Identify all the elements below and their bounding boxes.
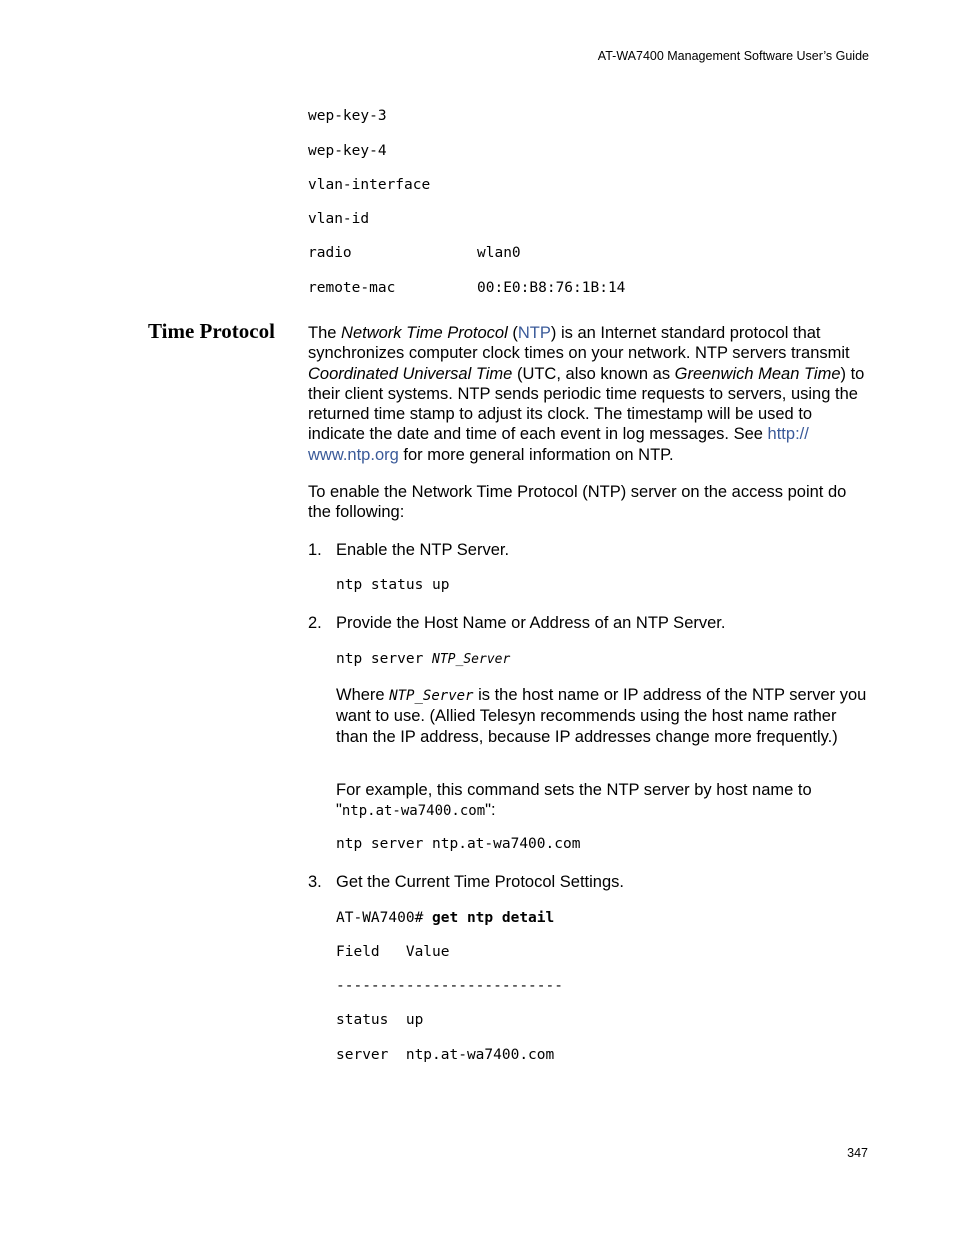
step-3: 3. Get the Current Time Protocol Settings. — [308, 873, 624, 891]
page-number: 347 — [847, 1146, 868, 1160]
running-header: AT-WA7400 Management Software User’s Guide — [597, 49, 869, 63]
step-2-command: ntp server NTP_Server — [336, 651, 511, 667]
example-command: ntp server ntp.at-wa7400.com — [336, 836, 581, 852]
cli-command-line: AT-WA7400# get ntp detail — [336, 910, 555, 926]
cli-row-status: status up — [336, 1012, 424, 1028]
intro-paragraph: The Network Time Protocol (NTP) is an Internet standard protocol that synchronizes computer clock times on your network. NTP servers transmit Coordinated Universal Time (UTC, also known as Greenwich Mean Time) to their client systems. NTP sends periodic time requests to servers, using the returned time stamp to adjust its clock. The timestamp will be used to indicate the date and time of each event in log messages. See http:// www.ntp.org for more general information on NTP. — [308, 324, 865, 464]
param-name-vlan-interface: vlan-interface — [308, 177, 431, 193]
step-2: 2. Provide the Host Name or Address of an NTP Server. — [308, 614, 726, 632]
cli-separator: -------------------------- — [336, 978, 563, 994]
step-1: 1. Enable the NTP Server. — [308, 541, 510, 559]
ntp-link[interactable]: NTP — [517, 324, 551, 342]
cli-row-server: server ntp.at-wa7400.com — [336, 1047, 555, 1063]
step-1-command: ntp status up — [336, 577, 450, 593]
param-name-vlan-id: vlan-id — [308, 211, 370, 227]
param-value-radio: wlan0 — [477, 245, 521, 261]
cli-header-row: Field Value — [336, 944, 450, 960]
ntp-url-link[interactable]: http:// www.ntp.org — [308, 425, 809, 464]
param-name-wep-key-3: wep-key-3 — [308, 108, 387, 124]
param-value-remote-mac: 00:E0:B8:76:1B:14 — [477, 280, 626, 296]
example-paragraph: For example, this command sets the NTP server by host name to "ntp.at-wa7400.com": — [336, 781, 812, 820]
section-heading: Time Protocol — [148, 319, 275, 343]
where-paragraph: Where NTP_Server is the host name or IP address of the NTP server you want to use. (Allied Telesyn recommends using the host name rather than the IP address, because IP addresses change more frequently.) — [336, 686, 867, 746]
param-name-radio: radio — [308, 245, 352, 261]
enable-paragraph: To enable the Network Time Protocol (NTP) server on the access point do the following: — [308, 483, 847, 522]
param-name-wep-key-4: wep-key-4 — [308, 143, 387, 159]
param-name-remote-mac: remote-mac — [308, 280, 396, 296]
